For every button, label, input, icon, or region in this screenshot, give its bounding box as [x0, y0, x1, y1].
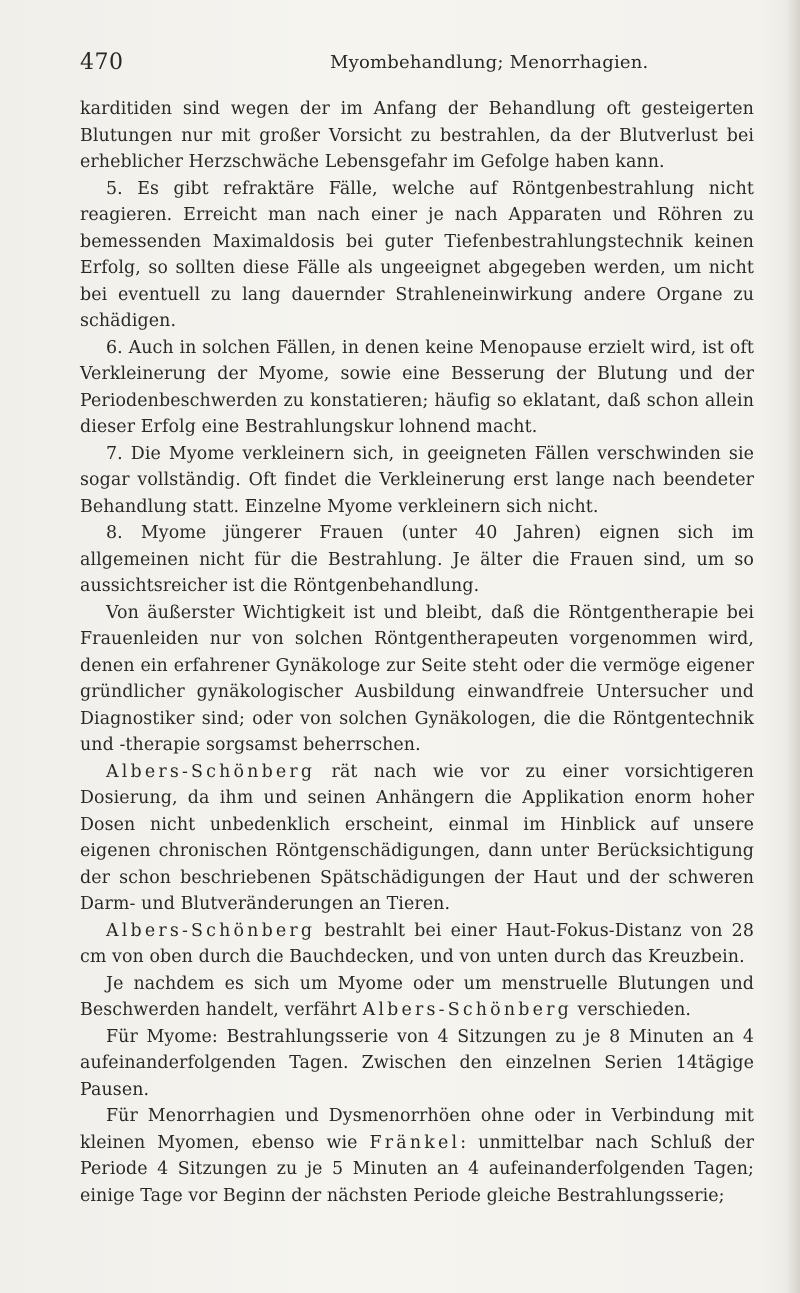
paragraph-continuation: karditiden sind wegen der im Anfang der Behandlung oft gesteigerten Blutungen nur mit großer Vorsicht zu bestrahlen, da der Blutverlust bei erheblicher Herzschwäche Lebensgefahr im Gefolge haben kann.: [80, 99, 754, 172]
paragraph-procedure: [80, 971, 754, 1024]
paragraph-point-7: 7. Die Myome verkleinern sich, in geeigneten Fällen verschwinden sie sogar vollständig. Oft findet die Verkleinerung erst lange nach beendeter Behandlung statt. Einzelne Myome verkleinern sich nicht.: [80, 443, 754, 517]
author-name: Fränkel: [369, 1132, 461, 1153]
paragraph-text: verschieden.: [571, 1000, 692, 1020]
paragraph-menorrhagia-series: [80, 1103, 754, 1209]
paragraph-text: rät nach wie vor zu einer vorsichtigeren Dosierung, da ihm und seinen Anhängern die Applikation enorm hoher Dosen nicht unbedenklich erscheint, einmal im Hinblick auf unsere eigenen chronischen Röntgenschädigungen, dann unter Berücksichtigung der schon beschriebenen Spätschädigungen der Haut und der schweren Darm- und Blutveränderungen an Tieren.: [80, 761, 754, 914]
page-number: 470: [80, 50, 124, 75]
paragraph-albers-distance: [80, 918, 754, 971]
page-header: [80, 50, 780, 80]
page-edge-shadow: [786, 0, 800, 1293]
paragraph-point-5: 5. Es gibt refraktäre Fälle, welche auf Röntgenbestrahlung nicht reagieren. Erreicht man nach einer je nach Apparaten und Röhren zu bemessenden Maximaldosis bei guter Tiefenbestrahlungstechnik keinen Erfolg, so sollten diese Fälle als ungeeignet abgegeben werden, um nicht bei eventuell zu lang dauernder Strahleneinwirkung andere Organe zu schädigen.: [80, 178, 754, 331]
running-title: Myombehandlung; Menorrhagien.: [330, 52, 649, 73]
paragraph-importance: Von äußerster Wichtigkeit ist und bleibt, daß die Röntgentherapie bei Frauenleiden nur von solchen Röntgentherapeuten vorgenommen wird, denen ein erfahrener Gynäkologe zur Seite steht oder die vermöge eigener gründlicher gynäkologischer Ausbildung einwandfreie Untersucher und Diagnostiker sind; oder von solchen Gynäkologen, die die Röntgentechnik und -therapie sorgsamst beherrschen.: [80, 602, 754, 755]
paragraph-point-8: 8. Myome jüngerer Frauen (unter 40 Jahren) eignen sich im allgemeinen nicht für die Bestrahlung. Je älter die Frauen sind, um so aussichtsreicher ist die Röntgenbehandlung.: [80, 523, 754, 596]
paragraph-text: Je nachdem es sich um Myome oder um menstruelle Blutungen und Beschwerden handelt, verfährt: [80, 973, 754, 1020]
paragraph-myome-series: Für Myome: Bestrahlungsserie von 4 Sitzungen zu je 8 Minuten an 4 aufeinanderfolgenden Tagen. Zwischen den einzelnen Serien 14tägige Pausen.: [80, 1026, 754, 1100]
paragraph-text: bestrahlt bei einer Haut-Fokus-Distanz von 28 cm von oben durch die Bauchdecken, und von unten durch das Kreuzbein.: [80, 920, 754, 967]
author-name: Albers-Schönberg: [362, 1000, 572, 1020]
paragraph-albers-dosage: [80, 759, 754, 918]
paragraph-text: Für Menorrhagien und Dysmenorrhöen ohne oder in Verbindung mit kleinen Myomen, ebenso wie: [80, 1106, 754, 1153]
paragraph-point-6: 6. Auch in solchen Fällen, in denen keine Menopause erzielt wird, ist oft Verkleinerung der Myome, sowie eine Besserung der Blutung und der Periodenbeschwerden zu konstatieren; häufig so eklatant, daß schon allein dieser Erfolg eine Bestrahlungskur lohnend macht.: [80, 337, 754, 437]
author-name: Albers-Schönberg: [106, 761, 316, 782]
paragraph-text: : unmittelbar nach Schluß der Periode 4 Sitzungen zu je 5 Minuten an 4 aufeinanderfolgenden Tagen; einige Tage vor Beginn der nächsten Periode gleiche Bestrahlungsserie;: [80, 1132, 755, 1206]
page-body: [80, 96, 754, 1209]
author-name: Albers-Schönberg: [106, 920, 316, 941]
